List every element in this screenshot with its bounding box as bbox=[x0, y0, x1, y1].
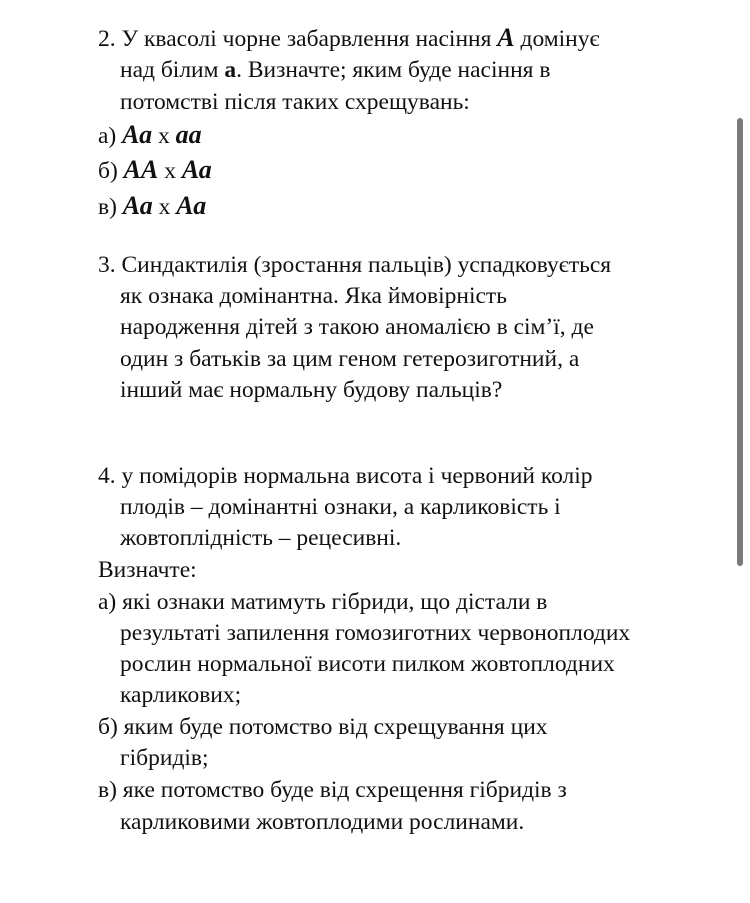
q3-line-3: народження дітей з такою аномалією в сім’ї, де bbox=[120, 314, 594, 340]
q2-line-1 bbox=[98, 24, 600, 53]
cross-c-parent-2: Аа bbox=[176, 191, 207, 220]
cross-a bbox=[98, 121, 202, 150]
cross-b-times: х bbox=[158, 158, 182, 184]
q4-item-a-line-2: результаті запилення гомозиготних червоноплодих bbox=[120, 620, 631, 646]
q4-determine-heading: Визначте: bbox=[98, 557, 197, 583]
q3-line-1: 3. Синдактилія (зростання пальців) успадковується bbox=[98, 252, 612, 278]
q2-line-2-pre: над білим bbox=[120, 57, 225, 83]
q4-line-2: плодів – домінантні ознаки, а карликовість і bbox=[120, 494, 561, 520]
cross-c-label: в) bbox=[98, 194, 123, 220]
q2-line-1-pre: 2. У квасолі чорне забарвлення насіння bbox=[98, 26, 498, 52]
q2-line-3: потомстві після таких схрещувань: bbox=[120, 89, 470, 115]
cross-b-parent-2: Аа bbox=[181, 155, 212, 184]
allele-recessive-a: а bbox=[224, 57, 237, 83]
allele-dominant-A: А bbox=[497, 23, 515, 52]
cross-c-times: х bbox=[152, 194, 177, 220]
q2-line-2-post: . Визначте; яким буде насіння в bbox=[236, 57, 551, 83]
cross-c bbox=[98, 192, 206, 221]
cross-a-parent-2: аа bbox=[175, 120, 202, 149]
q4-line-1: 4. у помідорів нормальна висота і червоний колір bbox=[98, 463, 593, 489]
q2-line-2 bbox=[120, 56, 550, 84]
cross-a-times: х bbox=[152, 123, 176, 149]
cross-b-parent-1: АА bbox=[123, 155, 159, 184]
q4-line-3: жовтоплідність – рецесивні. bbox=[120, 525, 402, 551]
vertical-scrollbar[interactable] bbox=[737, 118, 743, 566]
cross-b-label: б) bbox=[98, 158, 124, 184]
q4-item-a-line-3: рослин нормальної висоти пилком жовтоплодних bbox=[120, 651, 615, 677]
q3-line-4: один з батьків за цим геном гетерозиготний, а bbox=[120, 346, 580, 372]
q4-item-c-line-2: карликовими жовтоплодими рослинами. bbox=[120, 809, 525, 835]
cross-a-parent-1: Аа bbox=[122, 120, 153, 149]
cross-c-parent-1: Аа bbox=[122, 191, 153, 220]
cross-a-label: а) bbox=[98, 123, 123, 149]
cross-b bbox=[98, 156, 212, 185]
q3-line-2: як ознака домінантна. Яка ймовірність bbox=[120, 283, 507, 309]
q3-line-5: інший має нормальну будову пальців? bbox=[120, 377, 503, 403]
q4-item-b-line-1: б) яким буде потомство від схрещування цих bbox=[98, 714, 548, 740]
q4-item-a-line-1: а) які ознаки матимуть гібриди, що дістали в bbox=[98, 589, 548, 615]
q2-line-1-post: домінує bbox=[514, 26, 600, 52]
q4-item-c-line-1: в) яке потомство буде від схрещення гібридів з bbox=[98, 777, 567, 803]
q4-item-b-line-2: гібридів; bbox=[120, 745, 209, 771]
q4-item-a-line-4: карликових; bbox=[120, 682, 242, 708]
